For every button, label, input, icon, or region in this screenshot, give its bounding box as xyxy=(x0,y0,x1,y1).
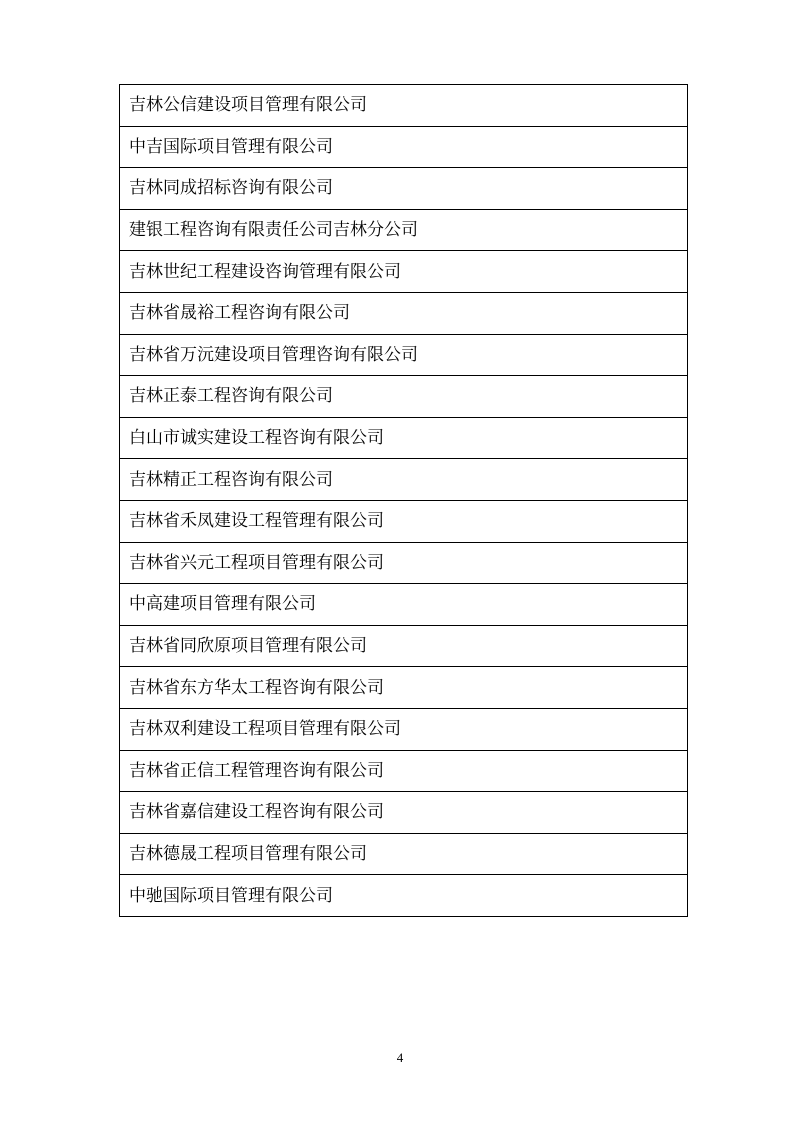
company-name-cell: 吉林省嘉信建设工程咨询有限公司 xyxy=(120,792,688,834)
company-table-body xyxy=(120,85,688,917)
table-row xyxy=(120,584,688,626)
table-row xyxy=(120,251,688,293)
table-row xyxy=(120,792,688,834)
table-row xyxy=(120,376,688,418)
table-row xyxy=(120,833,688,875)
company-name-cell: 吉林省兴元工程项目管理有限公司 xyxy=(120,542,688,584)
page-number: 4 xyxy=(396,1050,404,1065)
company-name-cell: 吉林省万沅建设项目管理咨询有限公司 xyxy=(120,334,688,376)
table-row xyxy=(120,417,688,459)
company-name-cell: 吉林双利建设工程项目管理有限公司 xyxy=(120,708,688,750)
table-row xyxy=(120,750,688,792)
table-row xyxy=(120,500,688,542)
company-name-cell: 吉林德晟工程项目管理有限公司 xyxy=(120,833,688,875)
company-name-cell: 吉林省晟裕工程咨询有限公司 xyxy=(120,292,688,334)
company-table xyxy=(119,84,688,917)
company-name-cell: 吉林精正工程咨询有限公司 xyxy=(120,459,688,501)
table-row xyxy=(120,625,688,667)
table-row xyxy=(120,209,688,251)
company-name-cell: 吉林公信建设项目管理有限公司 xyxy=(120,85,688,127)
table-row xyxy=(120,126,688,168)
company-name-cell: 中吉国际项目管理有限公司 xyxy=(120,126,688,168)
company-name-cell: 中驰国际项目管理有限公司 xyxy=(120,875,688,917)
company-name-cell: 吉林省同欣原项目管理有限公司 xyxy=(120,625,688,667)
company-name-cell: 吉林省正信工程管理咨询有限公司 xyxy=(120,750,688,792)
table-row xyxy=(120,168,688,210)
company-name-cell: 建银工程咨询有限责任公司吉林分公司 xyxy=(120,209,688,251)
company-name-cell: 吉林正泰工程咨询有限公司 xyxy=(120,376,688,418)
table-row xyxy=(120,542,688,584)
table-row xyxy=(120,875,688,917)
company-name-cell: 中高建项目管理有限公司 xyxy=(120,584,688,626)
company-name-cell: 吉林同成招标咨询有限公司 xyxy=(120,168,688,210)
table-row xyxy=(120,459,688,501)
company-name-cell: 吉林省东方华太工程咨询有限公司 xyxy=(120,667,688,709)
table-row xyxy=(120,85,688,127)
table-row xyxy=(120,292,688,334)
table-row xyxy=(120,667,688,709)
company-name-cell: 白山市诚实建设工程咨询有限公司 xyxy=(120,417,688,459)
company-name-cell: 吉林世纪工程建设咨询管理有限公司 xyxy=(120,251,688,293)
table-row xyxy=(120,334,688,376)
company-name-cell: 吉林省禾凤建设工程管理有限公司 xyxy=(120,500,688,542)
table-row xyxy=(120,708,688,750)
